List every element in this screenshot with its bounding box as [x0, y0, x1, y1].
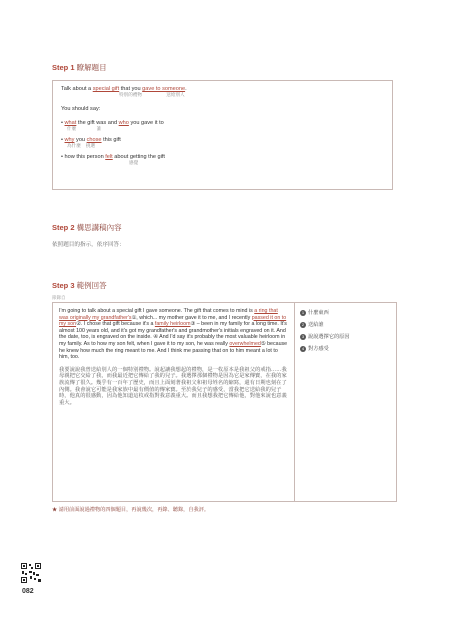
step3-heading	[52, 280, 107, 291]
step3-number: Step 3	[52, 281, 75, 290]
outline-item	[300, 333, 391, 340]
sample-answer-box	[52, 302, 397, 502]
outline-number: 2	[301, 321, 305, 327]
cue-card	[52, 80, 393, 190]
should-say-label: You should say:	[61, 106, 101, 112]
cue-prompt: Talk about a special gift that you gave to someone.	[61, 86, 187, 92]
outline-item	[300, 321, 391, 328]
bullet-what: • what the gift was and who you gave it to	[61, 120, 164, 126]
gloss-line-4: 感覺	[129, 160, 139, 165]
step2-subtitle: 構思講稿內容	[76, 223, 122, 232]
outline-label: 什麼東西	[308, 310, 329, 316]
answer-chinese: 我要說說我曾送給別人的一個特別禮物。說起讓我想起的禮物，是一枚原本是我祖父的戒指……我母親把它交給了我，而我最近把它傳給了我的兒子。我選擇那個禮物是因為它是家傳寶，在我的家族流傳了很久。幾乎有一百年了歷史，而且上面刻著我祖父和祖母姓名的縮寫，還有日期也刻在了內側。我會說它可能是我家族中最有價值的傳家寶。至於我兒子的感受，當我把它送給我的兒子時，他真的很感動，因為他知道這枚戒指對我意義重大。而且我想我把它傳給他，對他來說也意義重大。	[59, 366, 287, 406]
gloss-line-2: 什麼 誰	[67, 126, 102, 131]
step2-heading	[52, 222, 122, 233]
step3-subtitle: 範例回答	[76, 281, 107, 290]
page-number: 082	[22, 588, 34, 595]
gloss-line-3: 為什麼 挑選	[67, 143, 96, 148]
step1-number: Step 1	[52, 63, 75, 72]
highlight-gave-to-someone: gave to someone	[142, 86, 186, 92]
practice-note: ★ 請用前面說過禮物的四個題目，再說幾次，再錄、聽錄，自我評。	[52, 507, 210, 513]
answer-outline-column	[295, 303, 396, 501]
outline-label: 送給誰	[308, 322, 324, 328]
outline-label: 對方感受	[308, 346, 329, 352]
source-label: 節錄自	[52, 295, 66, 300]
highlight-special-gift: special gift	[92, 86, 120, 92]
outline-number: 3	[301, 333, 305, 339]
step2-instructions: 依照題目的指示，依序回答：	[52, 242, 125, 248]
outline-number: 4	[301, 345, 305, 351]
answer-english: I'm going to talk about a special gift I gave someone. The gift that comes to mind is a ring that was originally my grandfather's①, which... my mother gave it to me, and I recently passed it on to my son②. I chose that gift because it's a family heirloom③ – been in my family for a long time. It's almost 100 years old, and it's got my grandfather's and grandmother's initials engraved on it. And the date, too, is engraved on the inside. ④ And I'd say it's probably the most valuable heirloom in my family. As to how my son felt, when I gave it to my son, he was really overwhelmed⑤ because he knew how much the ring meant to me. And I think me passing that on to him meant a lot to him, too.	[59, 308, 288, 361]
bullet-why: • why you chose this gift	[61, 137, 121, 143]
outline-item	[300, 345, 391, 352]
outline-item	[300, 309, 391, 316]
outline-label: 說說選擇它的原因	[308, 334, 350, 340]
outline-number: 1	[301, 309, 305, 315]
answer-text-column	[53, 303, 295, 501]
step1-subtitle: 瞭解題目	[76, 63, 107, 72]
qr-code-icon[interactable]	[20, 562, 42, 584]
step1-heading	[52, 62, 107, 73]
step2-number: Step 2	[52, 223, 75, 232]
bullet-how: • how this person felt about getting the gift	[61, 154, 165, 160]
gloss-line-1: 特別的禮物 送給別人	[119, 92, 185, 97]
